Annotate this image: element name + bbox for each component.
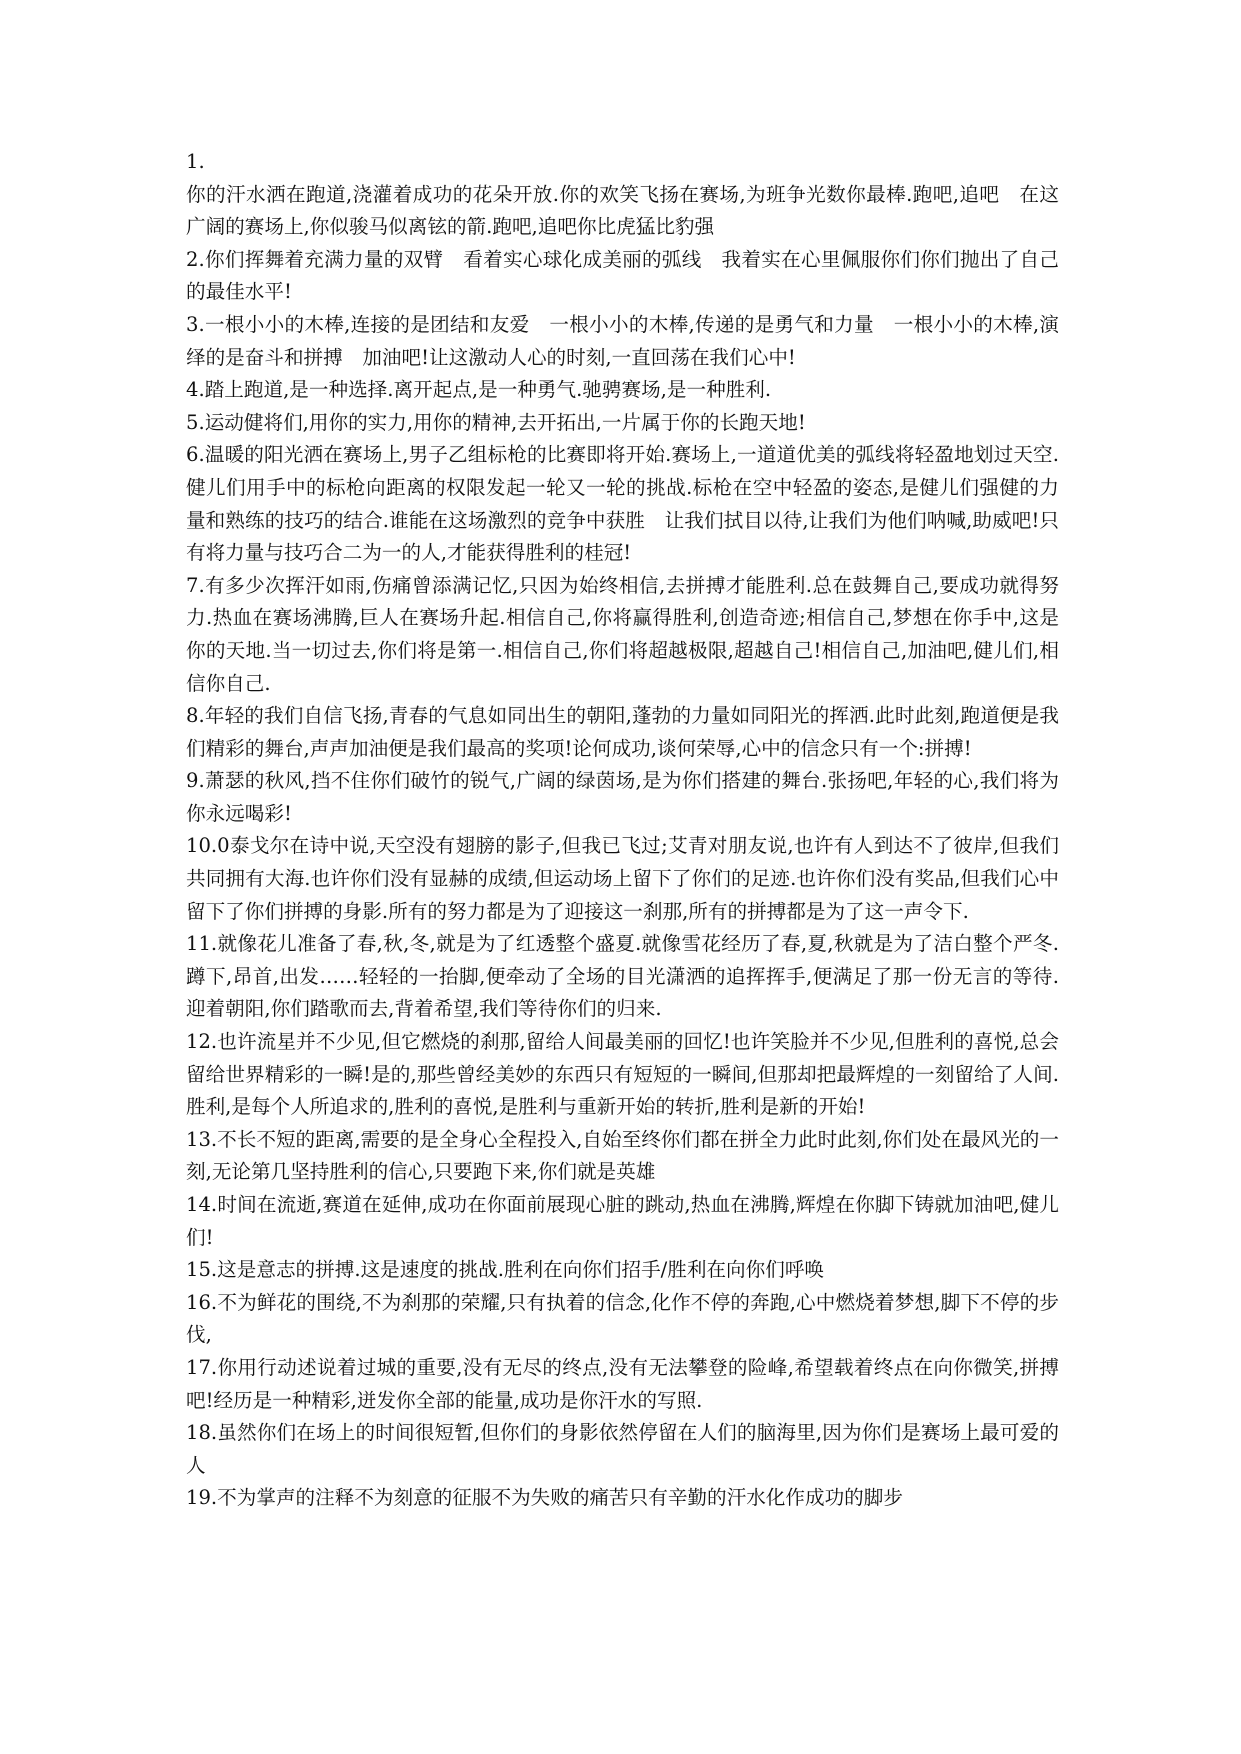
document-body [186, 146, 1059, 1515]
paragraph-19: 19.不为掌声的注释不为刻意的征服不为失败的痛苦只有辛勤的汗水化作成功的脚步 [186, 1486, 903, 1510]
paragraph-17: 17.你用行动述说着过城的重要,没有无尽的终点,没有无法攀登的险峰,希望载着终点在向你微笑,拼搏吧!经历是一种精彩,迸发你全部的能量,成功是你汗水的写照. [186, 1355, 1059, 1412]
paragraph-12: 12.也许流星并不少见,但它燃烧的刹那,留给人间最美丽的回忆!也许笑脸并不少见,但胜利的喜悦,总会留给世界精彩的一瞬!是的,那些曾经美妙的东西只有短短的一瞬间,但那却把最辉煌的一刻留给了人间.胜利,是每个人所追求的,胜利的喜悦,是胜利与重新开始的转折,胜利是新的开始! [186, 1030, 1059, 1119]
paragraph-6: 6.温暖的阳光洒在赛场上,男子乙组标枪的比赛即将开始.赛场上,一道道优美的弧线将轻盈地划过天空.健儿们用手中的标枪向距离的权限发起一轮又一轮的挑战.标枪在空中轻盈的姿态,是健儿们强健的力量和熟练的技巧的结合.谁能在这场激烈的竞争中获胜 让我们拭目以待,让我们为他们呐喊,助威吧!只有将力量与技巧合二为一的人,才能获得胜利的桂冠! [186, 443, 1059, 565]
paragraph-4: 4.踏上跑道,是一种选择.离开起点,是一种勇气.驰骋赛场,是一种胜利. [186, 378, 772, 402]
paragraph-2: 2.你们挥舞着充满力量的双臂 看着实心球化成美丽的弧线 我着实在心里佩服你们你们抛出了自己的最佳水平! [186, 247, 1059, 304]
paragraph-11: 11.就像花儿准备了春,秋,冬,就是为了红透整个盛夏.就像雪花经历了春,夏,秋就是为了洁白整个严冬.蹲下,昂首,出发……轻轻的一抬脚,便牵动了全场的目光潇洒的追挥挥手,便满足了那一份无言的等待.迎着朝阳,你们踏歌而去,背着希望,我们等待你们的归来. [186, 932, 1059, 1021]
paragraph-1: 1. 你的汗水洒在跑道,浇灌着成功的花朵开放.你的欢笑飞扬在赛场,为班争光数你最棒.跑吧,追吧 在这广阔的赛场上,你似骏马似离铉的箭.跑吧,追吧你比虎猛比豹强 [186, 150, 1059, 239]
paragraph-10: 10.0泰戈尔在诗中说,天空没有翅膀的影子,但我已飞过;艾青对朋友说,也许有人到达不了彼岸,但我们共同拥有大海.也许你们没有显赫的成绩,但运动场上留下了你们的足迹.也许你们没有奖品,但我们心中留下了你们拼搏的身影.所有的努力都是为了迎接这一刹那,所有的拼搏都是为了这一声令下. [186, 834, 1059, 923]
paragraph-15: 15.这是意志的拼搏.这是速度的挑战.胜利在向你们招手/胜利在向你们呼唤 [186, 1258, 825, 1282]
paragraph-8: 8.年轻的我们自信飞扬,青春的气息如同出生的朝阳,蓬勃的力量如同阳光的挥洒.此时此刻,跑道便是我们精彩的舞台,声声加油便是我们最高的奖项!论何成功,谈何荣辱,心中的信念只有一个:拼搏! [186, 704, 1059, 760]
paragraph-14: 14.时间在流逝,赛道在延伸,成功在你面前展现心脏的跳动,热血在沸腾,辉煌在你脚下铸就加油吧,健儿们! [186, 1193, 1059, 1249]
paragraph-5: 5.运动健将们,用你的实力,用你的精神,去开拓出,一片属于你的长跑天地! [186, 410, 806, 434]
paragraph-16: 16.不为鲜花的围绕,不为刹那的荣耀,只有执着的信念,化作不停的奔跑,心中燃烧着梦想,脚下不停的步伐, [186, 1290, 1059, 1347]
paragraph-3: 3.一根小小的木棒,连接的是团结和友爱 一根小小的木棒,传递的是勇气和力量 一根小小的木棒,演绎的是奋斗和拼搏 加油吧!让这激动人心的时刻,一直回荡在我们心中! [186, 312, 1059, 369]
paragraph-18: 18.虽然你们在场上的时间很短暂,但你们的身影依然停留在人们的脑海里,因为你们是赛场上最可爱的人 [186, 1421, 1059, 1477]
paragraph-13: 13.不长不短的距离,需要的是全身心全程投入,自始至终你们都在拼全力此时此刻,你们处在最风光的一刻,无论第几坚持胜利的信心,只要跑下来,你们就是英雄 [186, 1127, 1059, 1184]
paragraph-9: 9.萧瑟的秋风,挡不住你们破竹的锐气,广阔的绿茵场,是为你们搭建的舞台.张扬吧,年轻的心,我们将为你永远喝彩! [186, 769, 1059, 825]
paragraph-7: 7.有多少次挥汗如雨,伤痛曾添满记忆,只因为始终相信,去拼搏才能胜利.总在鼓舞自己,要成功就得努力.热血在赛场沸腾,巨人在赛场升起.相信自己,你将赢得胜利,创造奇迹;相信自己,梦想在你手中,这是你的天地.当一切过去,你们将是第一.相信自己,你们将超越极限,超越自己!相信自己,加油吧,健儿们,相信你自己. [186, 573, 1059, 695]
